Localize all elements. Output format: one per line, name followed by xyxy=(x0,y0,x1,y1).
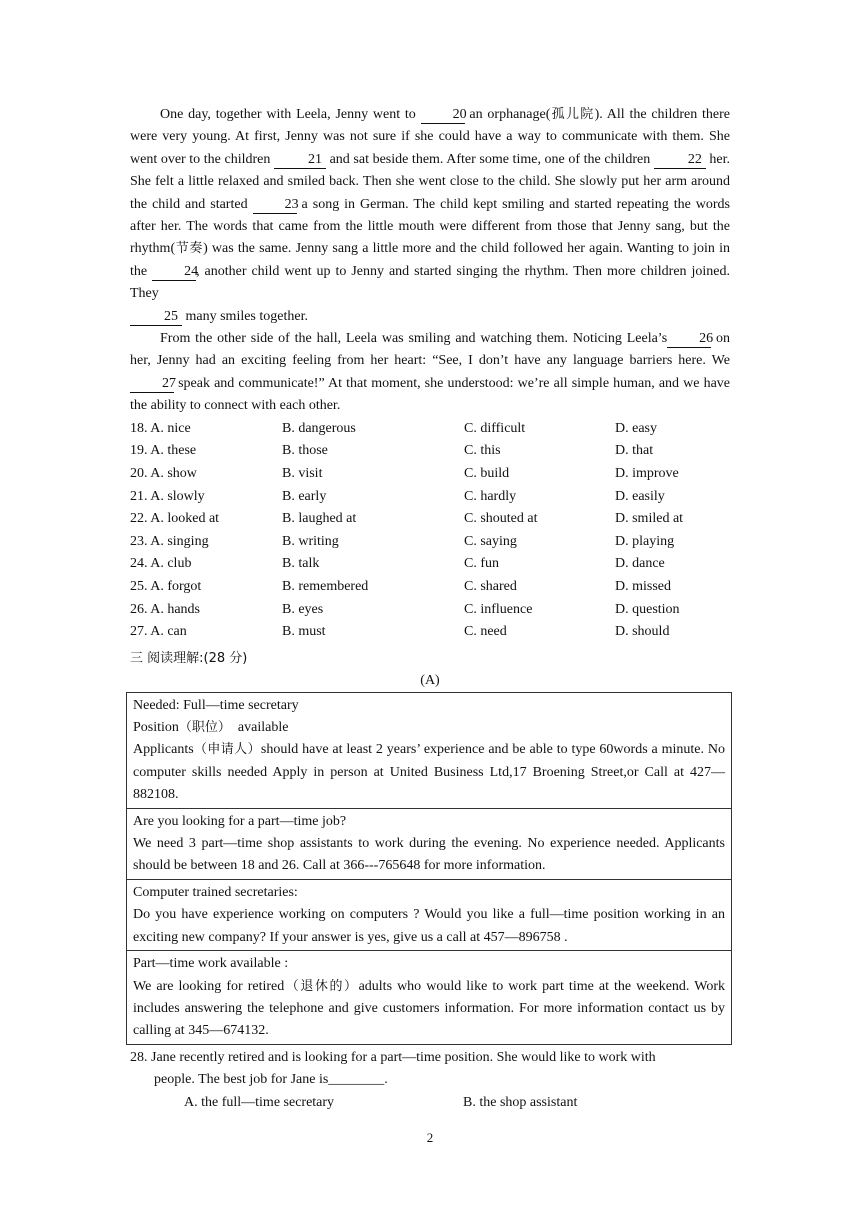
chinese-gloss: （申请人） xyxy=(193,742,261,758)
chinese-gloss: 孤儿院 xyxy=(550,107,595,122)
option-c: C. shouted at xyxy=(464,511,538,527)
chinese-gloss: 节奏 xyxy=(175,241,204,257)
text-segment: , another child went up to Jenny and started singing the rhythm. Then more children joined. They xyxy=(130,263,730,302)
job-ads-table xyxy=(126,692,732,1045)
blank-25: 25 xyxy=(130,309,182,326)
blank-24: 24 xyxy=(152,264,196,281)
text-segment: speak and communicate!” At that moment, she understood: we’re all simple human, and we have the ability to connect with each other. xyxy=(130,375,730,414)
option-d: D. that xyxy=(615,443,654,459)
option-d: D. question xyxy=(615,601,680,617)
option-b: B. writing xyxy=(282,533,339,549)
option-d: D. improve xyxy=(615,465,679,481)
option-b: B. talk xyxy=(282,556,320,572)
question-stem-cont: people. The best job for Jane is________. xyxy=(154,1072,388,1088)
options-row-20 xyxy=(130,463,730,486)
option-b: B. eyes xyxy=(282,601,324,617)
option-d: D. smiled at xyxy=(615,511,684,527)
option-b: B. remembered xyxy=(282,578,369,594)
ad-heading: Are you looking for a part—time job? xyxy=(133,813,347,829)
ad-heading: Computer trained secretaries: xyxy=(133,884,298,900)
options-row-18 xyxy=(130,418,730,441)
option-a: 23. A. singing xyxy=(130,533,209,549)
text-segment: on her, Jenny had an exciting feeling from her heart: “See, I don’t have any language barriers here. We xyxy=(130,331,731,369)
ad-line: We need 3 part—time shop assistants to work during the evening. No experience needed. Applicants should be between 18 and 26. Call at 366---765648 for more information. xyxy=(133,836,725,874)
option-b: B. laughed at xyxy=(282,511,357,527)
options-row-24 xyxy=(130,553,730,576)
blank-27: 27 xyxy=(130,376,174,393)
ad-line xyxy=(133,739,725,806)
option-c: C. build xyxy=(464,465,510,481)
text-segment: Position xyxy=(133,720,179,736)
option-c: C. fun xyxy=(464,556,499,572)
blank-21: 21 xyxy=(274,152,326,169)
text-segment: and sat beside them. After some time, one of the children xyxy=(329,151,651,167)
worksheet-page xyxy=(130,104,730,1114)
text-segment: Applicants xyxy=(133,742,194,758)
options-row-25 xyxy=(130,576,730,599)
option-d: D. missed xyxy=(615,578,671,594)
option-b: B. must xyxy=(282,624,326,640)
option-d: D. easily xyxy=(615,488,665,504)
option-a: 22. A. looked at xyxy=(130,511,220,527)
options-row-23 xyxy=(130,531,730,554)
page-number: 2 xyxy=(426,1130,434,1145)
option-d: D. should xyxy=(615,624,670,640)
blank-20: 20 xyxy=(421,107,465,124)
option-b: B. dangerous xyxy=(282,420,356,436)
options-row-27 xyxy=(130,621,730,644)
chinese-gloss: （职位） xyxy=(178,720,231,736)
question-stem: 28. Jane recently retired and is looking for a part—time position. She would like to work with xyxy=(130,1049,656,1065)
text-segment: ) was the same. Jenny sang a little more and the child followed her again. Wanting to join in the xyxy=(130,241,730,279)
option-a: 18. A. nice xyxy=(130,420,191,436)
text-segment: ). All the children there were very young. At first, Jenny was not sure if she could have a way to communicate with them. She went over to the children xyxy=(130,107,730,167)
options-row-21 xyxy=(130,485,730,508)
option-a: A. the full—time secretary xyxy=(184,1094,335,1110)
option-d: D. easy xyxy=(615,420,657,436)
option-c: C. shared xyxy=(464,578,517,594)
option-b: B. those xyxy=(282,443,328,459)
blank-22: 22 xyxy=(654,152,706,169)
option-a: 21. A. slowly xyxy=(130,488,205,504)
text-segment: many smiles together. xyxy=(185,308,308,324)
options-row-19 xyxy=(130,440,730,463)
ad-heading: Needed: Full—time secretary xyxy=(133,697,299,713)
cloze-paragraph-2 xyxy=(130,328,730,418)
text-segment: available xyxy=(237,720,289,736)
text-segment: From the other side of the hall, Leela was smiling and watching them. Noticing Leela’s xyxy=(160,331,668,347)
passage-label: (A) xyxy=(420,672,440,688)
option-a: 24. A. club xyxy=(130,556,192,572)
option-a: 26. A. hands xyxy=(130,601,200,617)
blank-23: 23 xyxy=(253,197,297,214)
ad-heading: Part—time work available : xyxy=(133,956,289,972)
option-d: D. playing xyxy=(615,533,675,549)
ad-part-time-shop xyxy=(127,809,731,880)
option-a: 27. A. can xyxy=(130,624,187,640)
ad-computer-secretaries xyxy=(127,880,731,951)
option-c: C. this xyxy=(464,443,501,459)
option-c: C. need xyxy=(464,624,507,640)
ad-full-time-secretary xyxy=(127,693,731,809)
text-segment: her. She felt a little relaxed and smiled back. Then she went close to the child. She slowly put her arm around the child and started xyxy=(130,151,731,212)
section-title: 三 阅读理解:(28 分) xyxy=(130,650,248,666)
text-segment: a song in German. The child kept smiling and started repeating the words after her. The words that came from the little mouth were different from those that Jenny sang, but the rhythm( xyxy=(130,196,731,257)
option-d: D. dance xyxy=(615,556,665,572)
options-list xyxy=(130,418,730,644)
option-a: 20. A. show xyxy=(130,465,197,481)
text-segment: One day, together with Leela, Jenny went to xyxy=(160,107,416,122)
option-c: C. difficult xyxy=(464,420,526,436)
text-segment: should have at least 2 years’ experience and be able to type 60words a minute. No computer skills needed Apply in person at United Business Ltd,17 Broening Street,or Call at 427—882108. xyxy=(133,742,725,803)
option-b: B. the shop assistant xyxy=(463,1094,578,1110)
option-a: 25. A. forgot xyxy=(130,578,202,594)
option-b: B. early xyxy=(282,488,327,504)
option-c: C. saying xyxy=(464,533,517,549)
question-options xyxy=(130,1092,730,1114)
option-c: C. influence xyxy=(464,601,533,617)
options-row-26 xyxy=(130,598,730,621)
blank-26: 26 xyxy=(667,331,711,348)
ad-line xyxy=(133,717,725,739)
text-segment: an orphanage( xyxy=(469,107,551,122)
text-segment: We are looking for retired xyxy=(133,978,285,994)
options-row-22 xyxy=(130,508,730,531)
cloze-paragraph-1 xyxy=(130,104,730,328)
ad-part-time-weekend xyxy=(127,951,731,1044)
text-segment: adults who would like to work part time at the weekend. Work includes answering the telephone and give customers information. For more information contact us by calling at 345—674132. xyxy=(133,978,725,1039)
option-a: 19. A. these xyxy=(130,443,197,459)
option-b: B. visit xyxy=(282,465,323,481)
question-28 xyxy=(130,1047,730,1114)
option-c: C. hardly xyxy=(464,488,517,504)
ad-line xyxy=(133,976,725,1043)
chinese-gloss: （退休的） xyxy=(284,978,359,994)
ad-line: Do you have experience working on computers ? Would you like a full—time position working in an exciting new company? If your answer is yes, give us a call at 457—896758 . xyxy=(133,907,725,945)
